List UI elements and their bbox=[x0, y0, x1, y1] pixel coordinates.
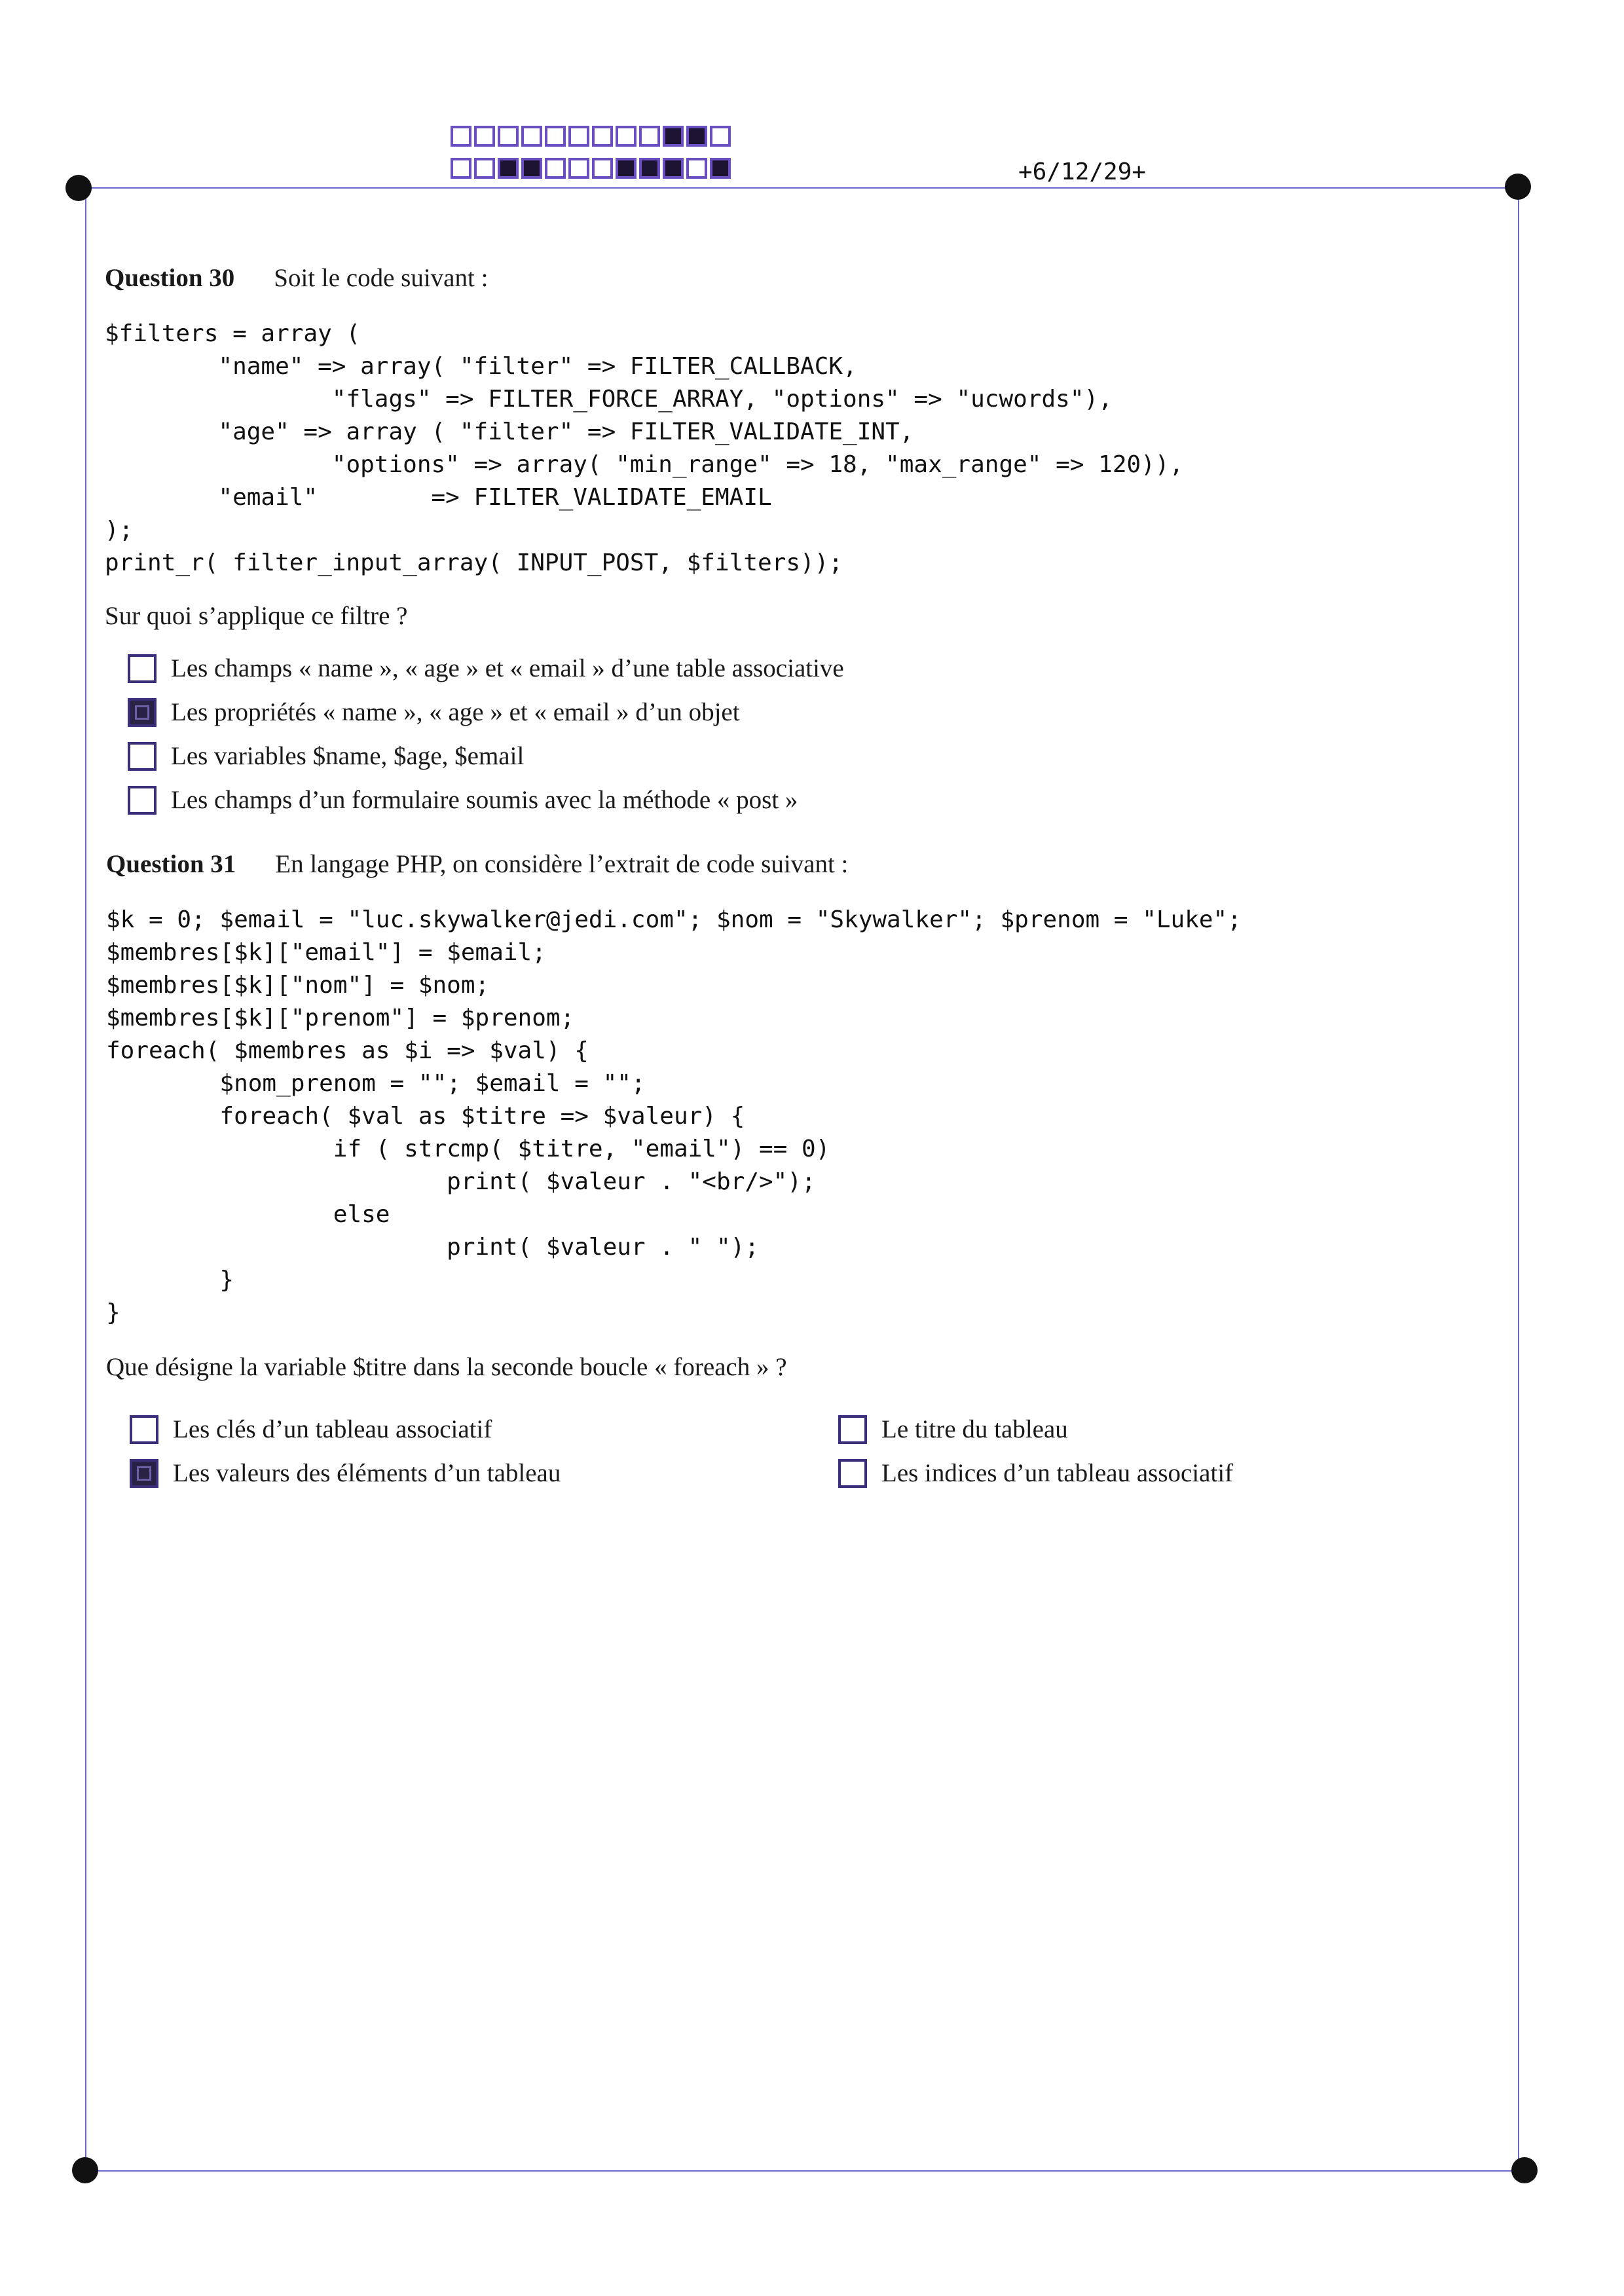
barcode-square bbox=[474, 126, 495, 147]
barcode-square bbox=[568, 158, 589, 179]
barcode-square bbox=[639, 158, 660, 179]
question-30-code: $filters = array ( "name" => array( "filter" => FILTER_CALLBACK, "flags" => FILTER_FORCE_ARRAY, "options" => "ucwords"), "age" => array ( "filter" => FILTER_VALIDATE_INT, "options" => array( "min_range" => 18, "max_range" => 120)), "email" => FILTER_VALIDATE_EMAIL ); print_r( filter_input_array( INPUT_POST, $filters)); bbox=[105, 320, 1184, 576]
q30-option-4-checkbox[interactable] bbox=[128, 786, 157, 815]
barcode-square bbox=[686, 158, 707, 179]
question-31-code: $k = 0; $email = "luc.skywalker@jedi.com"; $nom = "Skywalker"; $prenom = "Luke"; $membres[$k]["email"] = $email; $membres[$k]["nom"] = $nom; $membres[$k]["prenom"] = $prenom; foreach( $membres as $i => $val) { $nom_prenom = ""; $email = ""; foreach( $val as $titre => $valeur) { if ( strcmp( $titre, "email") == 0) print( $valeur . "<br/>"); else print( $valeur . " "); } } bbox=[106, 906, 1242, 1326]
frame-left-line bbox=[85, 187, 86, 2172]
q31-option-2-label: Les valeurs des éléments d’un tableau bbox=[173, 1459, 561, 1487]
frame-top-line bbox=[82, 187, 1519, 189]
barcode-square bbox=[592, 126, 613, 147]
question-31-heading bbox=[106, 849, 848, 879]
q30-option-4[interactable] bbox=[128, 785, 798, 815]
barcode-row-1 bbox=[451, 126, 731, 147]
frame-bottom-line bbox=[85, 2170, 1519, 2172]
q31-option-1[interactable] bbox=[130, 1415, 492, 1444]
q30-option-1-label: Les champs « name », « age » et « email » d’une table associative bbox=[171, 654, 844, 682]
q31-option-4-label: Les indices d’un tableau associatif bbox=[881, 1459, 1234, 1487]
barcode-square bbox=[710, 158, 731, 179]
frame-right-line bbox=[1518, 187, 1519, 2172]
barcode-square bbox=[521, 158, 542, 179]
question-30-prompt: Sur quoi s’applique ce filtre ? bbox=[105, 602, 408, 630]
barcode-square bbox=[545, 126, 566, 147]
page-id: +6/12/29+ bbox=[1018, 158, 1147, 185]
barcode-square bbox=[663, 126, 684, 147]
barcode-square bbox=[498, 158, 519, 179]
q31-option-2-checkbox[interactable] bbox=[130, 1459, 158, 1488]
q30-option-3-label: Les variables $name, $age, $email bbox=[171, 742, 525, 770]
barcode-square bbox=[710, 126, 731, 147]
q30-option-1[interactable] bbox=[128, 654, 844, 683]
q31-option-4[interactable] bbox=[838, 1458, 1233, 1488]
question-31-prompt: Que désigne la variable $titre dans la seconde boucle « foreach » ? bbox=[106, 1353, 787, 1381]
q30-option-2-checkbox[interactable] bbox=[128, 698, 157, 727]
question-31-label: Question 31 bbox=[106, 850, 236, 878]
barcode-square bbox=[474, 158, 495, 179]
barcode-square bbox=[686, 126, 707, 147]
q31-option-1-checkbox[interactable] bbox=[130, 1415, 158, 1444]
barcode-square bbox=[663, 158, 684, 179]
registration-dot-top-left bbox=[65, 175, 92, 201]
registration-dot-bottom-right bbox=[1511, 2157, 1538, 2183]
barcode-square bbox=[616, 158, 637, 179]
q30-option-4-label: Les champs d’un formulaire soumis avec la méthode « post » bbox=[171, 786, 798, 814]
registration-dot-top-right bbox=[1505, 174, 1531, 200]
q30-option-3[interactable] bbox=[128, 741, 524, 771]
q31-option-4-checkbox[interactable] bbox=[838, 1459, 867, 1488]
question-31-title: En langage PHP, on considère l’extrait de code suivant : bbox=[275, 850, 849, 878]
question-30-heading bbox=[105, 263, 488, 293]
q30-option-1-checkbox[interactable] bbox=[128, 654, 157, 683]
barcode-square bbox=[616, 126, 637, 147]
barcode-square bbox=[451, 158, 471, 179]
q31-option-3-checkbox[interactable] bbox=[838, 1415, 867, 1444]
q31-option-2[interactable] bbox=[130, 1458, 561, 1488]
barcode-square bbox=[521, 126, 542, 147]
q30-option-3-checkbox[interactable] bbox=[128, 742, 157, 771]
q31-option-1-label: Les clés d’un tableau associatif bbox=[173, 1415, 492, 1443]
question-30-title: Soit le code suivant : bbox=[274, 264, 489, 292]
barcode-row-2 bbox=[451, 158, 731, 179]
question-30-label: Question 30 bbox=[105, 264, 235, 292]
barcode-square bbox=[592, 158, 613, 179]
q30-option-2-label: Les propriétés « name », « age » et « email » d’un objet bbox=[171, 698, 740, 726]
barcode-square bbox=[451, 126, 471, 147]
barcode-square bbox=[639, 126, 660, 147]
q30-option-2[interactable] bbox=[128, 697, 740, 727]
barcode-square bbox=[545, 158, 566, 179]
q31-option-3-label: Le titre du tableau bbox=[881, 1415, 1068, 1443]
registration-dot-bottom-left bbox=[72, 2157, 98, 2183]
q31-option-3[interactable] bbox=[838, 1415, 1068, 1444]
barcode-square bbox=[568, 126, 589, 147]
barcode-square bbox=[498, 126, 519, 147]
